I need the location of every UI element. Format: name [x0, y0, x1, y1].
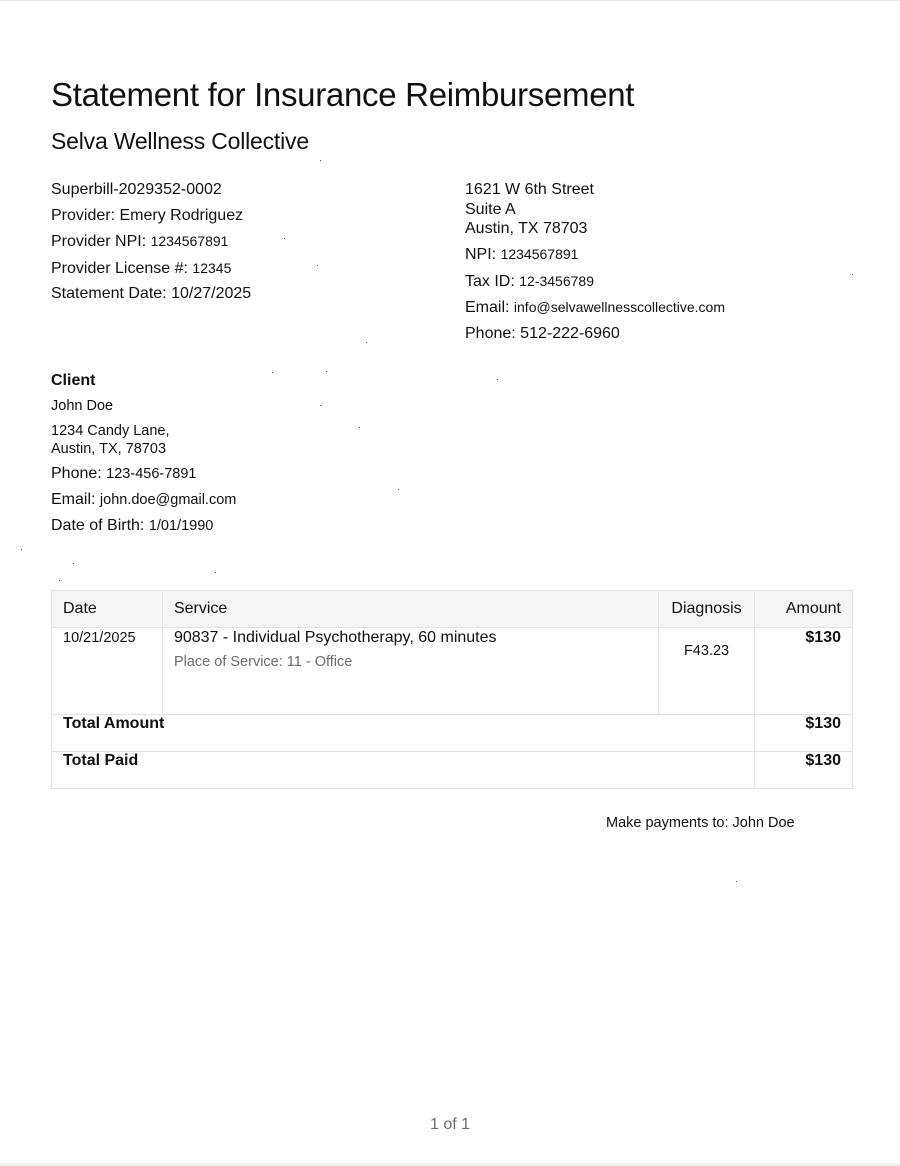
- client-address: [51, 422, 451, 458]
- page-indicator: 1 of 1: [429, 1116, 471, 1133]
- provider-npi-value: 1234567891: [150, 233, 229, 249]
- provider-info: [51, 180, 431, 304]
- row-place-of-service: Place of Service: 11 - Office: [173, 654, 353, 670]
- client-email-label: Email:: [51, 491, 96, 508]
- client-phone-row: [51, 464, 451, 484]
- provider-npi-label: Provider NPI:: [51, 233, 147, 250]
- provider-license-value: 12345: [192, 259, 232, 276]
- provider-name: Emery Rodriguez: [119, 206, 244, 224]
- table-row: [52, 628, 853, 715]
- scan-speck: [59, 580, 60, 581]
- client-dob-label: Date of Birth:: [51, 517, 145, 534]
- practice-name: Selva Wellness Collective: [51, 128, 309, 154]
- client-address-line1: 1234 Candy Lane,: [51, 423, 170, 439]
- scan-speck: [320, 160, 321, 161]
- practice-info: [465, 180, 885, 344]
- client-email-row: [51, 490, 451, 510]
- practice-npi-label: NPI:: [465, 246, 497, 263]
- scan-speck: [359, 427, 360, 428]
- practice-tax-row: [465, 271, 885, 292]
- scan-speck: [366, 342, 367, 343]
- total-amount-row: [52, 715, 853, 752]
- scan-speck: [73, 563, 74, 564]
- page-top-border: [0, 0, 900, 1]
- row-service: 90837 - Individual Psychotherapy, 60 minutes: [173, 629, 497, 646]
- table-header-row: [52, 591, 853, 628]
- row-amount: $130: [755, 628, 853, 715]
- services-table: [51, 590, 853, 789]
- statement-date-label: Statement Date:: [51, 285, 167, 302]
- scan-speck: [284, 238, 285, 239]
- client-email-value: john.doe@gmail.com: [99, 492, 237, 508]
- scan-speck: [326, 371, 327, 372]
- client-dob-row: [51, 516, 451, 536]
- practice-tax-value: 12-3456789: [519, 272, 594, 289]
- statement-date-row: [51, 284, 431, 304]
- client-name: John Doe: [51, 398, 114, 414]
- practice-npi-row: [465, 244, 885, 265]
- provider-license-label: Provider License #:: [51, 259, 188, 277]
- total-amount-value: $130: [755, 715, 853, 752]
- scan-speck: [497, 379, 498, 380]
- practice-phone-value: 512-222-6960: [520, 324, 620, 342]
- provider-name-row: [51, 206, 431, 226]
- practice-email-row: [465, 297, 885, 318]
- scan-speck: [398, 489, 399, 490]
- scan-speck: [272, 372, 273, 373]
- document-title: Statement for Insurance Reimbursement: [51, 76, 635, 113]
- client-address-line2: Austin, TX, 78703: [51, 441, 167, 457]
- scan-speck: [320, 405, 321, 406]
- scan-speck: [317, 265, 318, 266]
- row-date: 10/21/2025: [52, 628, 163, 715]
- total-amount-label: Total Amount: [52, 715, 755, 752]
- practice-email-value: info@selvawellnesscollective.com: [513, 299, 725, 315]
- total-paid-row: [52, 752, 853, 789]
- practice-email-label: Email:: [465, 299, 510, 316]
- provider-license-row: [51, 258, 431, 279]
- scan-speck: [21, 549, 22, 550]
- provider-npi-row: [51, 231, 431, 252]
- practice-tax-label: Tax ID:: [465, 272, 515, 290]
- practice-address-line1: 1621 W 6th Street: [465, 181, 594, 198]
- scan-speck: [215, 572, 216, 573]
- practice-address-line2: Suite A: [465, 200, 516, 218]
- practice-phone-label: Phone:: [465, 324, 516, 342]
- payments-note: Make payments to: John Doe: [606, 815, 795, 831]
- row-diagnosis: F43.23: [659, 628, 755, 715]
- row-service-cell: [162, 628, 658, 715]
- practice-address-line3: Austin, TX 78703: [465, 220, 588, 237]
- scan-speck: [736, 881, 737, 882]
- client-phone-value: 123-456-7891: [106, 466, 197, 482]
- client-phone-label: Phone:: [51, 465, 102, 482]
- client-heading: Client: [51, 372, 96, 389]
- total-paid-label: Total Paid: [52, 752, 755, 789]
- total-paid-value: $130: [755, 752, 853, 789]
- header-amount: Amount: [755, 591, 853, 628]
- practice-npi-value: 1234567891: [500, 246, 579, 262]
- header-diagnosis: Diagnosis: [659, 591, 755, 628]
- scan-speck: [852, 274, 853, 275]
- superbill-id: Superbill-2029352-0002: [51, 181, 222, 198]
- header-service: Service: [162, 591, 658, 628]
- statement-date-value: 10/27/2025: [171, 285, 252, 302]
- provider-label: Provider:: [51, 206, 116, 224]
- client-dob-value: 1/01/1990: [148, 518, 214, 534]
- practice-phone-row: [465, 324, 885, 344]
- client-info: [51, 371, 451, 536]
- header-date: Date: [52, 591, 163, 628]
